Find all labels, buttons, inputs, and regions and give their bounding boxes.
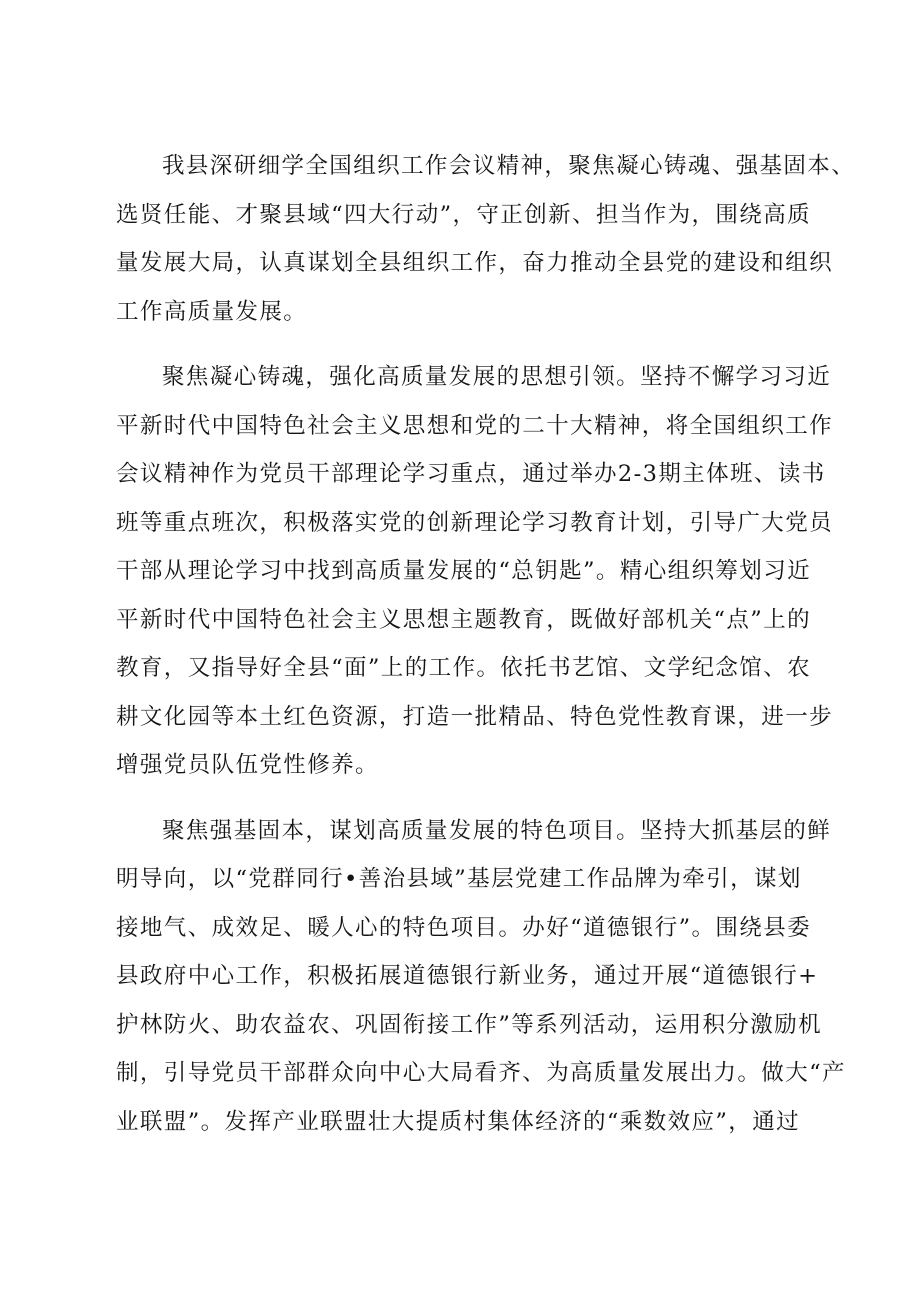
paragraph-line: 我县深研细学全国组织工作会议精神，聚焦凝心铸魂、强基固本、 <box>162 153 856 179</box>
paragraph-line: 明导向，以“党群同行•善治县域”基层党建工作品牌为牵引，谋划 <box>116 866 802 892</box>
paragraph-line: 业联盟”。发挥产业联盟壮大提质村集体经济的“乘数效应”，通过 <box>116 1108 801 1135</box>
paragraph-line: 接地气、成效足、暖人心的特色项目。办好“道德银行”。围绕县委 <box>116 914 812 941</box>
paragraph-line: 县政府中心工作，积极拓展道德银行新业务，通过开展“道德银行+ <box>116 963 819 989</box>
paragraph-line: 增强党员队伍党性修养。 <box>116 752 379 778</box>
paragraph-line: 工作高质量发展。 <box>116 298 308 325</box>
paragraph-line: 量发展大局，认真谋划全县组织工作，奋力推动全县党的建设和组织 <box>116 250 834 276</box>
paragraph-line: 会议精神作为党员干部理论学习重点，通过举办2-3期主体班、读书 <box>116 461 826 487</box>
paragraph-line: 制，引导党员干部群众向中心大局看齐、为高质量发展出力。做大“产 <box>116 1060 846 1086</box>
body-paragraph <box>116 353 834 790</box>
paragraph-line: 平新时代中国特色社会主义思想和党的二十大精神，将全国组织工作 <box>116 412 834 439</box>
body-paragraph <box>116 807 846 1147</box>
paragraph-line: 聚焦凝心铸魂，强化高质量发展的思想引领。坚持不懈学习习近 <box>162 364 832 390</box>
paragraph-line: 耕文化园等本土红色资源，打造一批精品、特色党性教育课，进一步 <box>116 703 834 730</box>
paragraph-line: 教育，又指导好全县“面”上的工作。依托书艺馆、文学纪念馆、农 <box>116 655 812 681</box>
paragraph-line: 护林防火、助农益农、巩固衔接工作”等系列活动，运用积分激励机 <box>116 1011 823 1038</box>
paragraph-line: 平新时代中国特色社会主义思想主题教育，既做好部机关“点”上的 <box>116 606 812 633</box>
paragraph-line: 班等重点班次，积极落实党的创新理论学习教育计划，引导广大党员 <box>116 509 834 536</box>
body-paragraph <box>116 142 856 336</box>
paragraph-line: 干部从理论学习中找到高质量发展的“总钥匙”。精心组织筹划习近 <box>116 558 812 584</box>
paragraph-line: 选贤任能、才聚县域“四大行动”，守正创新、担当作为，围绕高质 <box>116 201 812 228</box>
document-body <box>116 142 856 1163</box>
paragraph-line: 聚焦强基固本，谋划高质量发展的特色项目。坚持大抓基层的鲜 <box>162 817 832 844</box>
